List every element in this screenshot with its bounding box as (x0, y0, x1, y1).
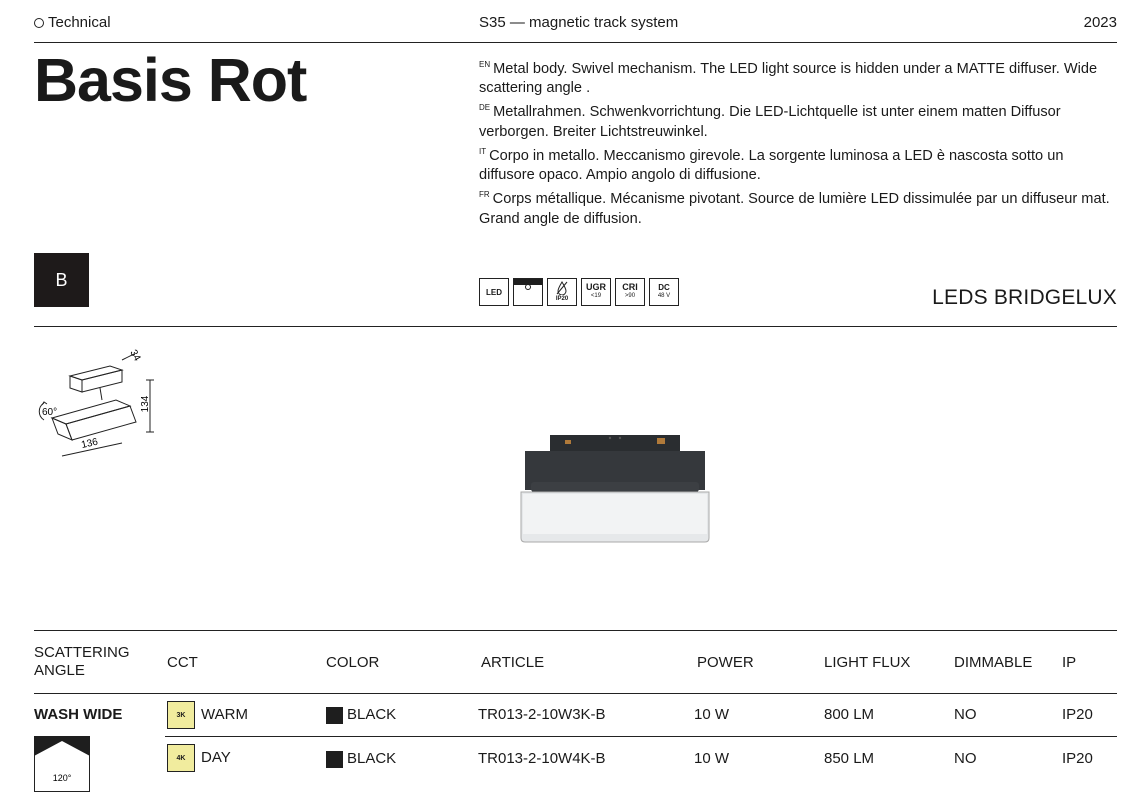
scatter-name: WASH WIDE (34, 706, 123, 723)
width-label: 136 (80, 436, 99, 451)
desc-fr: $^{FR}$ Corps métallique. Mécanisme pivotant. Source de lumière LED dissimulée par un diffuseur mat. Grand angle de diffusion. (479, 190, 1110, 227)
color-swatch (326, 707, 343, 724)
cct-4k-badge: 4K (167, 744, 195, 772)
header-color: COLOR (326, 654, 380, 671)
cct-label: WARM (201, 705, 248, 723)
flux-cell: 800 LM (824, 706, 875, 723)
power-cell: 10 W (694, 706, 730, 723)
header-article: ARTICLE (481, 654, 545, 671)
depth-label: 34 (127, 348, 143, 364)
scatter-angle-value: 120° (52, 773, 72, 783)
dimension-sketch (30, 348, 160, 463)
table-top-divider (34, 630, 1117, 631)
rotation-angle-label: 60° (42, 407, 58, 418)
header-power: POWER (697, 654, 754, 671)
product-title: Basis Rot (34, 46, 307, 114)
header-divider (34, 42, 1117, 43)
feature-icons (479, 278, 679, 306)
cct-3k-badge: 3K (167, 701, 195, 729)
scatter-angle-icon (34, 736, 90, 792)
section-label-text: Technical (48, 14, 111, 31)
color-cell: BLACK (326, 750, 396, 768)
color-cell: BLACK (326, 706, 396, 724)
category-badge: B (34, 253, 89, 307)
cct-cell (167, 744, 231, 772)
height-label: 134 (140, 395, 151, 413)
series-label: S35 — magnetic track system (479, 14, 679, 31)
header-cct: CCT (167, 654, 198, 671)
cct-label: DAY (201, 748, 231, 766)
article-cell: TR013-2-10W3K-B (478, 706, 606, 723)
row-divider (165, 736, 1117, 737)
diffuser-icon (513, 278, 543, 306)
header-ip: IP (1062, 654, 1077, 671)
dc-voltage-icon: DC 48 V (649, 278, 679, 306)
desc-en: $^{EN}$ Metal body. Swivel mechanism. The LED light source is hidden under a MATTE diffuser. Wide scattering angle . (479, 60, 1098, 97)
ip-cell: IP20 (1062, 750, 1093, 767)
year-label: 2023 (1083, 14, 1117, 31)
header-scattering-angle: SCATTERING ANGLE (34, 644, 130, 679)
circle-icon (34, 18, 44, 28)
brand-label: LEDS BRIDGELUX (932, 286, 1117, 309)
desc-de: $^{DE}$ Metallrahmen. Schwenkvorrichtung. Die LED-Lichtquelle ist unter einem matten Diffusor verborgen. Breiter Lichtstreuwinkel. (479, 103, 1061, 140)
cct-cell (167, 701, 248, 729)
ugr-icon: UGR <19 (581, 278, 611, 306)
article-cell: TR013-2-10W4K-B (478, 750, 606, 767)
dimmable-cell: NO (954, 706, 977, 723)
product-description (479, 55, 1119, 229)
header-light-flux: LIGHT FLUX (824, 654, 911, 671)
section-divider (34, 326, 1117, 327)
section-label (34, 14, 111, 31)
cri-icon: CRI >90 (615, 278, 645, 306)
color-swatch (326, 751, 343, 768)
drop-icon (555, 281, 569, 295)
desc-it: $^{IT}$ Corpo in metallo. Meccanismo girevole. La sorgente luminosa a LED è nascosta sotto un diffusore opaco. Ampio angolo di diffusione. (479, 146, 1064, 184)
power-cell: 10 W (694, 750, 730, 767)
table-header-divider (34, 693, 1117, 694)
flux-cell: 850 LM (824, 750, 875, 767)
product-image (515, 430, 715, 545)
header-dimmable: DIMMABLE (954, 654, 1033, 671)
dimmable-cell: NO (954, 750, 977, 767)
led-icon: LED (479, 278, 509, 306)
ip-rating-icon: IP20 (547, 278, 577, 306)
ip-cell: IP20 (1062, 706, 1093, 723)
